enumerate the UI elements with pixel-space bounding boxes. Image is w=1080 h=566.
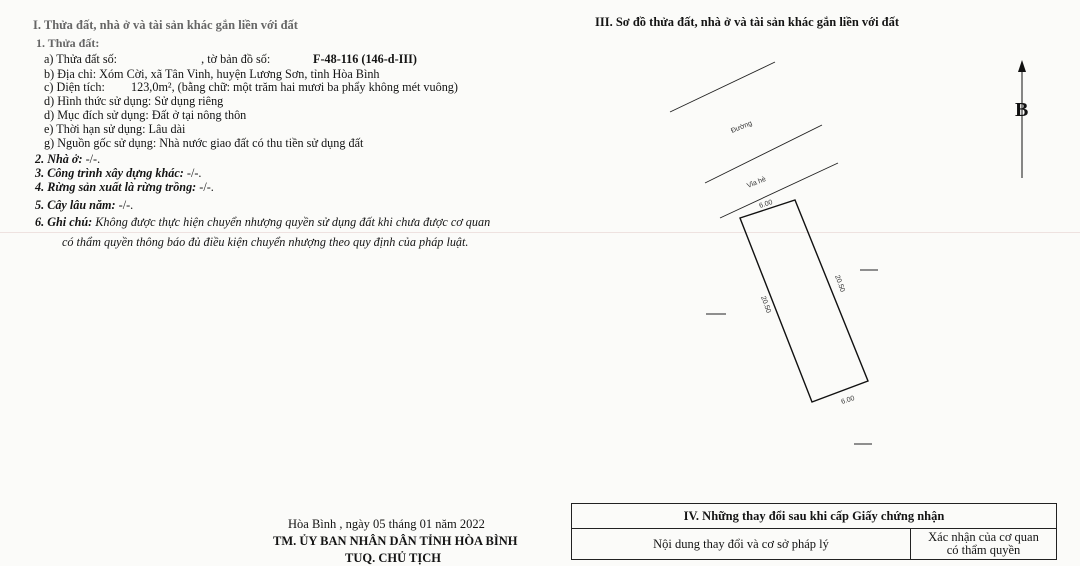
sign-date: Hòa Bình , ngày 05 tháng 01 năm 2022 — [288, 517, 485, 531]
road-edge-top — [670, 62, 775, 112]
sidewalk-edge — [720, 163, 838, 218]
item-1-title: 1. Thửa đất: — [36, 36, 100, 50]
address-line: b) Địa chỉ: Xóm Cời, xã Tân Vinh, huyện Lương Sơn, tỉnh Hòa Bình — [44, 67, 380, 81]
changes-table — [571, 503, 1057, 560]
north-label: B — [1015, 99, 1029, 121]
dim-top: 6.00 — [758, 199, 774, 210]
road-edge-bottom — [705, 125, 822, 183]
section-1-title: I. Thửa đất, nhà ở và tài sản khác gắn liền với đất — [33, 18, 298, 32]
house-label: 2. Nhà ở: — [35, 152, 83, 166]
forest-value: -/-. — [199, 180, 214, 194]
parcel-number-label: a) Thửa đất số: — [44, 52, 118, 66]
section-3-title: III. Sơ đồ thửa đất, nhà ở và tài sản khác gắn liền với đất — [595, 15, 900, 29]
note-text-1: Không được thực hiện chuyển nhượng quyền sử dụng đất khi chưa được cơ quan — [95, 215, 491, 229]
changes-col-confirmation-line1: Xác nhận của cơ quan — [928, 530, 1039, 544]
usage-purpose-line: d) Mục đích sử dụng: Đất ở tại nông thôn — [44, 108, 247, 122]
usage-term-line: e) Thời hạn sử dụng: Lâu dài — [44, 122, 186, 136]
sidewalk-label: Vỉa hè — [746, 175, 768, 190]
sign-organization: TM. ỦY BAN NHÂN DÂN TỈNH HÒA BÌNH — [273, 534, 518, 548]
note-text-2: có thẩm quyền thông báo đủ điều kiện chuyển nhượng theo quy định của pháp luật. — [62, 235, 469, 249]
parcel-boundary — [740, 200, 868, 402]
changes-col-confirmation-line2: có thẩm quyền — [946, 543, 1021, 557]
changes-table-title: IV. Những thay đổi sau khi cấp Giấy chứng nhận — [572, 504, 1057, 529]
changes-col-confirmation — [911, 529, 1057, 560]
forest-label: 4. Rừng sản xuất là rừng trồng: — [35, 180, 197, 194]
map-sheet-number: F-48-116 (146-d-III) — [313, 52, 417, 66]
changes-col-content: Nội dung thay đổi và cơ sở pháp lý — [572, 529, 911, 560]
other-construction-label: 3. Công trình xây dựng khác: — [35, 166, 184, 180]
usage-form-line: d) Hình thức sử dụng: Sử dụng riêng — [44, 94, 224, 108]
area-value: 123,0m², (bằng chữ: một trăm hai mươi ba phẩy không mét vuông) — [131, 80, 458, 94]
perennial-value: -/-. — [118, 198, 134, 212]
perennial-label: 5. Cây lâu năm: — [35, 198, 116, 212]
area-label: c) Diện tích: — [44, 80, 105, 94]
dim-bottom: 6.00 — [840, 395, 856, 406]
house-value: -/-. — [85, 152, 101, 166]
note-label: 6. Ghi chú: — [35, 215, 93, 229]
other-construction-value: -/-. — [186, 166, 202, 180]
north-arrow-icon — [1018, 60, 1026, 72]
sign-role: TUQ. CHỦ TỊCH — [345, 551, 441, 565]
dim-left: 20.50 — [759, 295, 772, 315]
map-sheet-label: , tờ bản đồ số: — [201, 52, 271, 66]
dim-right: 20.50 — [833, 274, 846, 294]
road-label: Đường — [730, 120, 754, 135]
usage-origin-line: g) Nguồn gốc sử dụng: Nhà nước giao đất có thu tiền sử dụng đất — [44, 136, 364, 150]
